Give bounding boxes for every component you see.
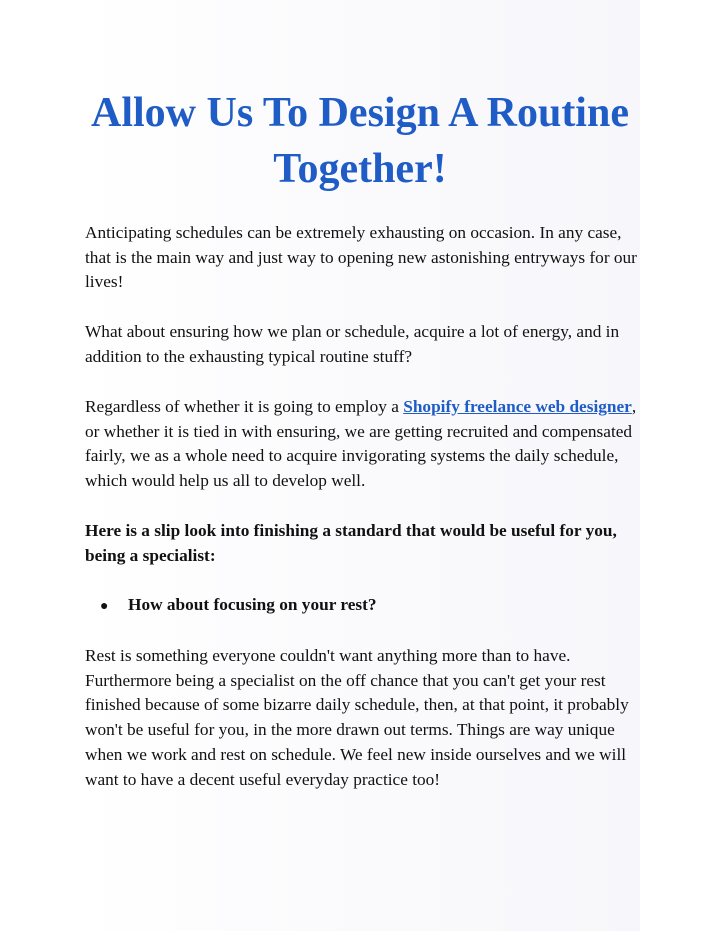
bullet-item-rest (100, 593, 620, 620)
bullet-dot-icon: ● (100, 599, 109, 614)
paragraph-energy: What about ensuring how we plan or schedule, acquire a lot of energy, and in addition to the exhausting typical routine stuff? (85, 322, 620, 366)
paragraph-designer-after: , or whether it is tied in with ensuring, we are getting recruited and compensated fairly, we as a whole need to acquire invigorating systems the daily schedule, which would help us all to develop well. (85, 397, 637, 491)
bullet-item-text: How about focusing on your rest? (128, 595, 377, 614)
shopify-designer-link[interactable]: Shopify freelance web designer (403, 397, 632, 416)
document-title: Allow Us To Design A Routine Together! (91, 90, 629, 192)
paragraph-lead-in: Here is a slip look into finishing a standard that would be useful for you, being a specialist: (85, 521, 617, 565)
paragraph-designer (85, 395, 645, 494)
paragraph-designer-before: Regardless of whether it is going to employ a (85, 397, 404, 416)
paragraph-rest: Rest is something everyone couldn't want anything more than to have. Furthermore being a specialist on the off chance that you can't get your rest finished because of some bizarre daily schedule, then, at that point, it probably won't be useful for you, in the more drawn out terms. Things are way unique when we work and rest on schedule. We feel new inside ourselves and we will want to have a decent useful everyday practice too! (85, 646, 629, 789)
paragraph-intro: Anticipating schedules can be extremely exhausting on occasion. In any case, that is the main way and just way to opening new astonishing entryways for our lives! (85, 223, 637, 292)
